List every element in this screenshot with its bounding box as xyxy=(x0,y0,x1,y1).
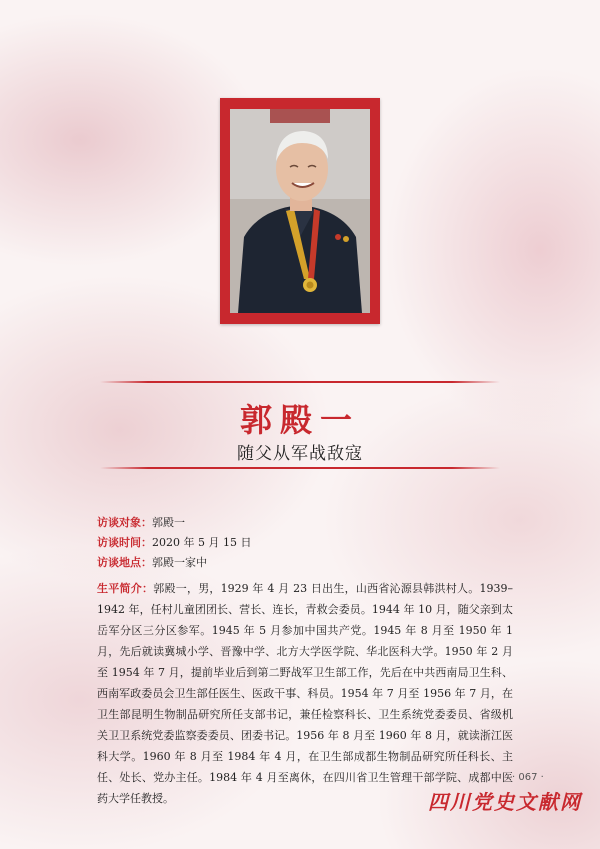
interview-time-row xyxy=(97,533,251,553)
interview-subject-row xyxy=(97,513,251,533)
article-subtitle: 随父从军战敌寇 xyxy=(237,444,363,464)
interview-subject-label: 访谈对象： xyxy=(97,516,152,529)
portrait-frame xyxy=(220,98,380,324)
footer-brand-logo: 四川党史文献网 xyxy=(428,790,582,814)
title-divider-top xyxy=(100,381,500,383)
portrait-photo xyxy=(230,109,370,313)
page-number: · 067 · xyxy=(512,772,544,783)
interview-place-value: 郭殿一家中 xyxy=(152,556,207,569)
interview-place-label: 访谈地点： xyxy=(97,556,152,569)
person-name: 郭殿一 xyxy=(239,401,360,439)
biography-label: 生平简介： xyxy=(97,582,154,595)
interview-subject-value: 郭殿一 xyxy=(152,516,185,529)
title-divider-bottom xyxy=(100,467,500,469)
biography-text: 郭殿一，男，1929 年 4 月 23 日出生，山西省沁源县韩洪村人。1939–1942 年，任村儿童团团长、营长、连长，青救会委员。1944 年 10 月，随父亲到太岳军分区三分区参军。1945 年 5 月参加中国共产党。1945 年 8 月至 1950 年 1 月，先后就读冀城小学、晋豫中学、北方大学医学院、华北医科大学。1950 年 2 月至 1954 年 7 月，提前毕业后到第二野战军卫生部工作，先后在中共西南局卫生科、西南军政委员会卫生部任医生、医政干事、科员。1954 年 7 月至 1956 年 7 月，在卫生部昆明生物制品研究所任支部书记，兼任检察科长、卫生系统党委委员、省级机关卫卫系统党委监察委委员、团委书记。1956 年 8 月至 1960 年 8 月，就读浙江医科大学。1960 年 8 月至 1984 年 4 月，在卫生部成都生物制品研究所任科长、主任、处长、党办主任。1984 年 4 月至离休，在四川省卫生管理干部学院、成都中医药大学任教授。 xyxy=(97,582,513,805)
biography-paragraph xyxy=(97,578,513,809)
interview-info xyxy=(97,513,251,573)
interview-time-label: 访谈时间： xyxy=(97,536,152,549)
interview-place-row xyxy=(97,553,251,573)
interview-time-value: 2020 年 5 月 15 日 xyxy=(152,536,252,549)
